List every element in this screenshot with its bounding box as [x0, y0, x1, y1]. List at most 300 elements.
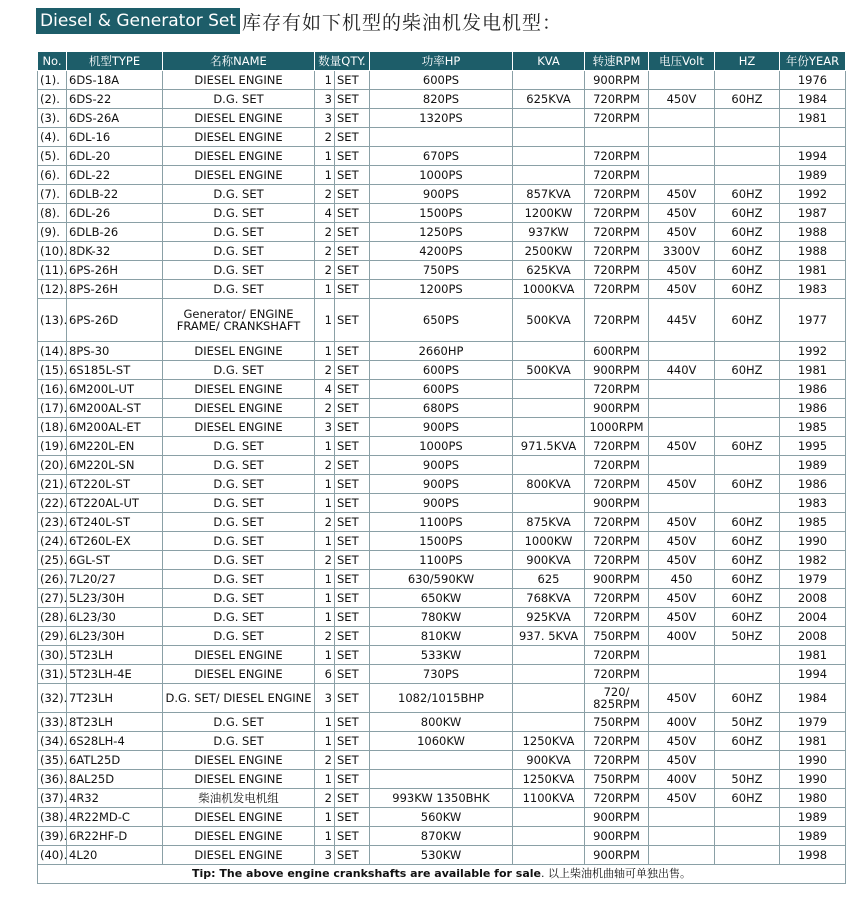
name-cell: D.G. SET — [163, 361, 315, 380]
table-row — [38, 299, 846, 342]
hp-cell: 600PS — [370, 361, 513, 380]
rpm-cell: 720RPM — [585, 280, 649, 299]
tip-text-cn: . 以上柴油机曲轴可单独出售。 — [540, 867, 691, 880]
rpm-cell: 720RPM — [585, 147, 649, 166]
type-cell: 6M220L-SN — [67, 456, 163, 475]
volt-cell — [649, 166, 715, 185]
kva-cell: 1000KVA — [513, 280, 585, 299]
qty-cell: 1 — [315, 437, 335, 456]
table-row — [38, 71, 846, 90]
table-row — [38, 589, 846, 608]
type-cell: 8AL25D — [67, 770, 163, 789]
unit-cell: SET — [335, 280, 370, 299]
rpm-cell: 900RPM — [585, 494, 649, 513]
hz-cell: 60HZ — [715, 513, 780, 532]
volt-cell: 450V — [649, 732, 715, 751]
qty-cell: 1 — [315, 475, 335, 494]
qty-cell: 1 — [315, 570, 335, 589]
qty-cell: 3 — [315, 418, 335, 437]
type-cell: 6PS-26H — [67, 261, 163, 280]
year-cell: 1981 — [780, 646, 846, 665]
table-row — [38, 223, 846, 242]
rpm-cell: 720RPM — [585, 223, 649, 242]
hz-cell — [715, 808, 780, 827]
qty-cell: 1 — [315, 646, 335, 665]
qty-cell: 2 — [315, 261, 335, 280]
kva-cell: 875KVA — [513, 513, 585, 532]
qty-cell: 2 — [315, 627, 335, 646]
type-cell: 7L20/27 — [67, 570, 163, 589]
kva-cell — [513, 147, 585, 166]
hz-cell: 60HZ — [715, 261, 780, 280]
hz-cell: 60HZ — [715, 361, 780, 380]
year-cell: 1979 — [780, 570, 846, 589]
type-cell: 8PS-30 — [67, 342, 163, 361]
header-subtitle: 库存有如下机型的柴油机发电机型： — [242, 11, 563, 34]
volt-cell — [649, 456, 715, 475]
name-cell: DIESEL ENGINE — [163, 71, 315, 90]
hp-cell: 1320PS — [370, 109, 513, 128]
rpm-cell: 720RPM — [585, 665, 649, 684]
unit-cell: SET — [335, 627, 370, 646]
row-number: (14). — [38, 342, 67, 361]
hp-cell: 730PS — [370, 665, 513, 684]
name-cell: D.G. SET — [163, 223, 315, 242]
volt-cell: 450V — [649, 261, 715, 280]
volt-cell: 450V — [649, 90, 715, 109]
rpm-cell: 720RPM — [585, 646, 649, 665]
unit-cell: SET — [335, 751, 370, 770]
year-cell: 1995 — [780, 437, 846, 456]
hz-cell — [715, 166, 780, 185]
rpm-cell: 720RPM — [585, 299, 649, 342]
name-cell: D.G. SET — [163, 732, 315, 751]
kva-cell — [513, 646, 585, 665]
hp-cell: 1000PS — [370, 166, 513, 185]
unit-cell: SET — [335, 532, 370, 551]
hz-cell: 60HZ — [715, 532, 780, 551]
table-row — [38, 713, 846, 732]
volt-cell: 450V — [649, 751, 715, 770]
unit-cell: SET — [335, 147, 370, 166]
volt-cell: 450V — [649, 532, 715, 551]
unit-cell: SET — [335, 361, 370, 380]
table-row — [38, 827, 846, 846]
kva-cell: 500KVA — [513, 299, 585, 342]
unit-cell: SET — [335, 166, 370, 185]
type-cell: 8PS-26H — [67, 280, 163, 299]
name-cell: DIESEL ENGINE — [163, 399, 315, 418]
type-cell: 6PS-26D — [67, 299, 163, 342]
year-cell: 1981 — [780, 109, 846, 128]
hz-cell: 60HZ — [715, 204, 780, 223]
kva-cell: 1250KVA — [513, 770, 585, 789]
type-cell: 6L23/30 — [67, 608, 163, 627]
table-row — [38, 380, 846, 399]
tip-row — [38, 865, 846, 884]
volt-cell: 450V — [649, 185, 715, 204]
table-row — [38, 204, 846, 223]
hp-cell — [370, 128, 513, 147]
table-row — [38, 109, 846, 128]
hp-cell: 2660HP — [370, 342, 513, 361]
row-number: (21). — [38, 475, 67, 494]
hz-cell: 60HZ — [715, 299, 780, 342]
row-number: (39). — [38, 827, 67, 846]
qty-cell: 2 — [315, 513, 335, 532]
hz-cell: 50HZ — [715, 627, 780, 646]
rpm-cell: 900RPM — [585, 71, 649, 90]
qty-cell: 2 — [315, 456, 335, 475]
name-cell: DIESEL ENGINE — [163, 128, 315, 147]
name-cell: Generator/ ENGINE FRAME/ CRANKSHAFT — [163, 299, 315, 342]
hp-cell: 750PS — [370, 261, 513, 280]
year-cell: 1989 — [780, 166, 846, 185]
table-row — [38, 242, 846, 261]
column-header: KVA — [513, 52, 585, 71]
rpm-cell: 720/ 825RPM — [585, 684, 649, 713]
year-cell: 1988 — [780, 242, 846, 261]
tip-label: Tip — [192, 867, 212, 880]
volt-cell: 445V — [649, 299, 715, 342]
hz-cell: 60HZ — [715, 732, 780, 751]
unit-cell: SET — [335, 827, 370, 846]
unit-cell: SET — [335, 475, 370, 494]
hz-cell: 50HZ — [715, 770, 780, 789]
column-header: 转速RPM — [585, 52, 649, 71]
year-cell: 1986 — [780, 399, 846, 418]
kva-cell — [513, 494, 585, 513]
unit-cell: SET — [335, 494, 370, 513]
hp-cell: 1000PS — [370, 437, 513, 456]
rpm-cell: 720RPM — [585, 166, 649, 185]
hz-cell: 60HZ — [715, 90, 780, 109]
qty-cell: 2 — [315, 223, 335, 242]
hz-cell — [715, 128, 780, 147]
name-cell: DIESEL ENGINE — [163, 770, 315, 789]
hz-cell — [715, 380, 780, 399]
unit-cell: SET — [335, 223, 370, 242]
row-number: (2). — [38, 90, 67, 109]
year-cell: 1980 — [780, 789, 846, 808]
kva-cell: 925KVA — [513, 608, 585, 627]
row-number: (4). — [38, 128, 67, 147]
unit-cell: SET — [335, 770, 370, 789]
row-number: (12). — [38, 280, 67, 299]
table-row — [38, 342, 846, 361]
qty-cell: 3 — [315, 109, 335, 128]
row-number: (36). — [38, 770, 67, 789]
hp-cell: 1500PS — [370, 204, 513, 223]
rpm-cell: 720RPM — [585, 789, 649, 808]
name-cell: D.G. SET — [163, 456, 315, 475]
year-cell: 1994 — [780, 147, 846, 166]
rpm-cell: 720RPM — [585, 90, 649, 109]
rpm-cell: 900RPM — [585, 846, 649, 865]
row-number: (31). — [38, 665, 67, 684]
name-cell: DIESEL ENGINE — [163, 808, 315, 827]
rpm-cell: 720RPM — [585, 513, 649, 532]
hz-cell: 60HZ — [715, 608, 780, 627]
hz-cell: 60HZ — [715, 280, 780, 299]
hp-cell: 560KW — [370, 808, 513, 827]
type-cell: 6ATL25D — [67, 751, 163, 770]
row-number: (25). — [38, 551, 67, 570]
unit-cell: SET — [335, 608, 370, 627]
year-cell: 1983 — [780, 494, 846, 513]
hp-cell: 1200PS — [370, 280, 513, 299]
rpm-cell: 720RPM — [585, 732, 649, 751]
volt-cell: 450V — [649, 437, 715, 456]
volt-cell: 450V — [649, 280, 715, 299]
unit-cell: SET — [335, 299, 370, 342]
name-cell: D.G. SET — [163, 242, 315, 261]
row-number: (22). — [38, 494, 67, 513]
hp-cell: 820PS — [370, 90, 513, 109]
unit-cell: SET — [335, 665, 370, 684]
unit-cell: SET — [335, 437, 370, 456]
year-cell: 1990 — [780, 532, 846, 551]
inventory-table — [37, 51, 846, 884]
name-cell: DIESEL ENGINE — [163, 665, 315, 684]
qty-cell: 2 — [315, 789, 335, 808]
column-header: 电压Volt — [649, 52, 715, 71]
hp-cell: 670PS — [370, 147, 513, 166]
kva-cell: 937. 5KVA — [513, 627, 585, 646]
column-header: HZ — [715, 52, 780, 71]
row-number: (8). — [38, 204, 67, 223]
year-cell: 1990 — [780, 770, 846, 789]
header-badge: Diesel & Generator Set — [36, 8, 240, 34]
hz-cell — [715, 109, 780, 128]
unit-cell: SET — [335, 456, 370, 475]
type-cell: 7T23LH — [67, 684, 163, 713]
qty-cell: 2 — [315, 399, 335, 418]
volt-cell: 450V — [649, 589, 715, 608]
row-number: (15). — [38, 361, 67, 380]
row-number: (3). — [38, 109, 67, 128]
year-cell: 1990 — [780, 751, 846, 770]
hp-cell: 900PS — [370, 494, 513, 513]
kva-cell: 1250KVA — [513, 732, 585, 751]
hz-cell: 60HZ — [715, 684, 780, 713]
column-header: 名称NAME — [163, 52, 315, 71]
hz-cell: 60HZ — [715, 475, 780, 494]
unit-cell: SET — [335, 551, 370, 570]
type-cell: 5T23LH — [67, 646, 163, 665]
type-cell: 6DS-26A — [67, 109, 163, 128]
unit-cell: SET — [335, 90, 370, 109]
type-cell: 5L23/30H — [67, 589, 163, 608]
hp-cell: 600PS — [370, 71, 513, 90]
rpm-cell: 900RPM — [585, 827, 649, 846]
table-row — [38, 261, 846, 280]
row-number: (11). — [38, 261, 67, 280]
rpm-cell: 720RPM — [585, 242, 649, 261]
volt-cell — [649, 808, 715, 827]
table-header-row — [38, 52, 846, 71]
hp-cell: 900PS — [370, 475, 513, 494]
hp-cell: 1100PS — [370, 551, 513, 570]
table-row — [38, 494, 846, 513]
row-number: (40). — [38, 846, 67, 865]
table-row — [38, 532, 846, 551]
table-row — [38, 751, 846, 770]
rpm-cell: 900RPM — [585, 808, 649, 827]
hz-cell: 60HZ — [715, 570, 780, 589]
table-row — [38, 684, 846, 713]
type-cell: 6DL-16 — [67, 128, 163, 147]
year-cell: 1977 — [780, 299, 846, 342]
volt-cell: 450V — [649, 513, 715, 532]
year-cell: 1987 — [780, 204, 846, 223]
year-cell: 1985 — [780, 513, 846, 532]
volt-cell: 450 — [649, 570, 715, 589]
year-cell: 2004 — [780, 608, 846, 627]
name-cell: DIESEL ENGINE — [163, 380, 315, 399]
qty-cell: 2 — [315, 751, 335, 770]
table-row — [38, 280, 846, 299]
row-number: (5). — [38, 147, 67, 166]
qty-cell: 6 — [315, 665, 335, 684]
table-row — [38, 646, 846, 665]
hz-cell — [715, 399, 780, 418]
kva-cell — [513, 456, 585, 475]
year-cell: 1976 — [780, 71, 846, 90]
name-cell: D.G. SET — [163, 90, 315, 109]
row-number: (33). — [38, 713, 67, 732]
rpm-cell: 720RPM — [585, 185, 649, 204]
type-cell: 6M200AL-ET — [67, 418, 163, 437]
year-cell: 2008 — [780, 589, 846, 608]
kva-cell — [513, 342, 585, 361]
kva-cell — [513, 71, 585, 90]
table-row — [38, 456, 846, 475]
hp-cell: 4200PS — [370, 242, 513, 261]
hp-cell: 650PS — [370, 299, 513, 342]
hp-cell — [370, 751, 513, 770]
qty-cell: 1 — [315, 770, 335, 789]
volt-cell: 450V — [649, 608, 715, 627]
hp-cell: 630/590KW — [370, 570, 513, 589]
unit-cell: SET — [335, 185, 370, 204]
year-cell: 1989 — [780, 456, 846, 475]
qty-cell: 1 — [315, 71, 335, 90]
type-cell: 6S185L-ST — [67, 361, 163, 380]
table-row — [38, 846, 846, 865]
name-cell: D.G. SET — [163, 608, 315, 627]
year-cell — [780, 128, 846, 147]
unit-cell: SET — [335, 204, 370, 223]
hz-cell: 60HZ — [715, 589, 780, 608]
type-cell: 6S28LH-4 — [67, 732, 163, 751]
kva-cell: 800KVA — [513, 475, 585, 494]
year-cell: 1983 — [780, 280, 846, 299]
name-cell: D.G. SET — [163, 551, 315, 570]
unit-cell: SET — [335, 589, 370, 608]
unit-cell: SET — [335, 71, 370, 90]
type-cell: 6L23/30H — [67, 627, 163, 646]
kva-cell: 768KVA — [513, 589, 585, 608]
qty-cell: 1 — [315, 299, 335, 342]
qty-cell: 3 — [315, 684, 335, 713]
qty-cell: 1 — [315, 494, 335, 513]
type-cell: 6DL-26 — [67, 204, 163, 223]
hp-cell: 900PS — [370, 418, 513, 437]
kva-cell — [513, 846, 585, 865]
table-row — [38, 361, 846, 380]
year-cell: 1994 — [780, 665, 846, 684]
rpm-cell: 720RPM — [585, 532, 649, 551]
volt-cell: 400V — [649, 627, 715, 646]
kva-cell: 937KW — [513, 223, 585, 242]
volt-cell — [649, 128, 715, 147]
volt-cell: 450V — [649, 684, 715, 713]
name-cell: D.G. SET — [163, 261, 315, 280]
year-cell: 1986 — [780, 475, 846, 494]
qty-cell: 1 — [315, 808, 335, 827]
year-cell: 1984 — [780, 684, 846, 713]
column-header: 数量QTY. — [315, 52, 370, 71]
kva-cell — [513, 380, 585, 399]
year-cell: 1992 — [780, 342, 846, 361]
volt-cell — [649, 418, 715, 437]
row-number: (20). — [38, 456, 67, 475]
qty-cell: 2 — [315, 185, 335, 204]
row-number: (17). — [38, 399, 67, 418]
hz-cell — [715, 456, 780, 475]
table-row — [38, 608, 846, 627]
qty-cell: 1 — [315, 589, 335, 608]
tip-cell — [38, 865, 846, 884]
kva-cell — [513, 166, 585, 185]
hz-cell: 60HZ — [715, 223, 780, 242]
name-cell: DIESEL ENGINE — [163, 846, 315, 865]
name-cell: D.G. SET — [163, 589, 315, 608]
table-row — [38, 147, 846, 166]
table-body — [38, 71, 846, 865]
table-row — [38, 551, 846, 570]
type-cell: 6DS-22 — [67, 90, 163, 109]
rpm-cell: 750RPM — [585, 713, 649, 732]
volt-cell: 450V — [649, 475, 715, 494]
kva-cell: 900KVA — [513, 551, 585, 570]
row-number: (7). — [38, 185, 67, 204]
row-number: (9). — [38, 223, 67, 242]
row-number: (32). — [38, 684, 67, 713]
type-cell: 6T220L-ST — [67, 475, 163, 494]
volt-cell: 450V — [649, 789, 715, 808]
hz-cell: 60HZ — [715, 551, 780, 570]
hp-cell — [370, 770, 513, 789]
year-cell: 1988 — [780, 223, 846, 242]
hz-cell — [715, 665, 780, 684]
year-cell: 1979 — [780, 713, 846, 732]
hz-cell — [715, 342, 780, 361]
rpm-cell: 720RPM — [585, 380, 649, 399]
table-row — [38, 513, 846, 532]
hz-cell — [715, 494, 780, 513]
volt-cell — [649, 646, 715, 665]
qty-cell: 1 — [315, 147, 335, 166]
qty-cell: 1 — [315, 280, 335, 299]
type-cell: 6T220AL-UT — [67, 494, 163, 513]
hp-cell: 870KW — [370, 827, 513, 846]
rpm-cell: 750RPM — [585, 627, 649, 646]
table-row — [38, 399, 846, 418]
row-number: (34). — [38, 732, 67, 751]
volt-cell — [649, 380, 715, 399]
